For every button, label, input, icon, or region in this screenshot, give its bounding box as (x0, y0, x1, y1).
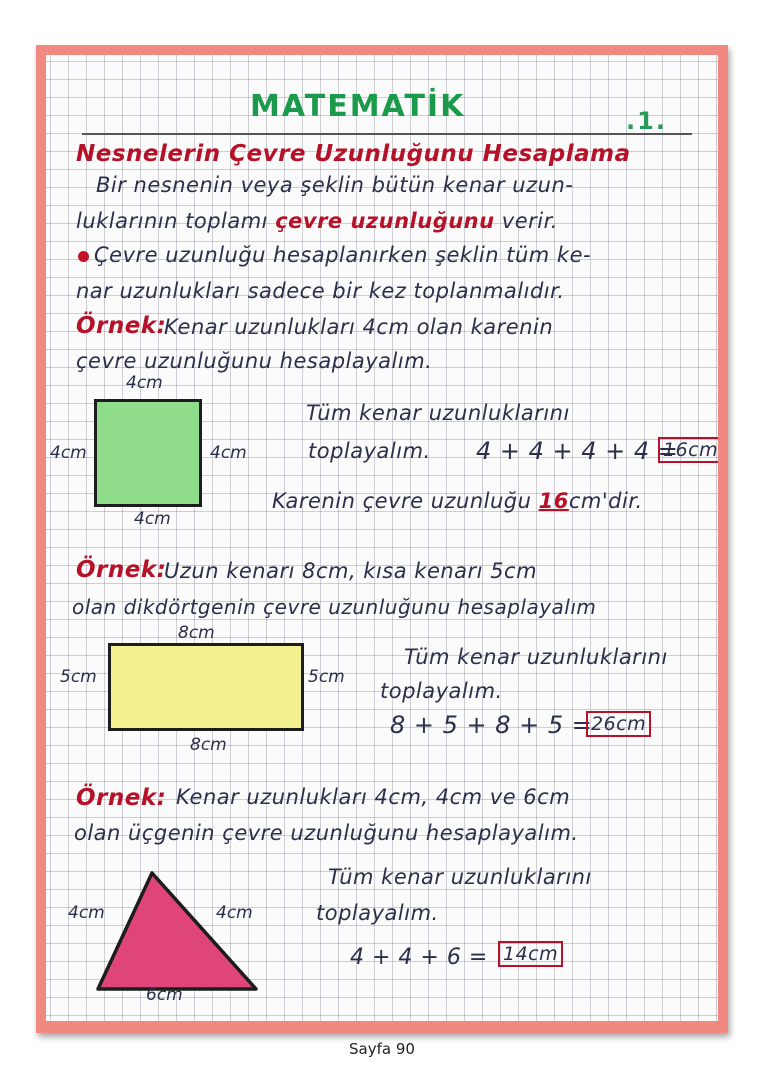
bullet-line-1: Çevre uzunluğu hesaplanırken şeklin tüm ke- (94, 243, 592, 267)
intro-line-2-c: verir. (494, 209, 558, 233)
example-3-step-1: Tüm kenar uzunluklarını (328, 865, 592, 889)
example-3-result: 14cm (498, 941, 563, 967)
page-number: .1. (626, 107, 667, 135)
square-top-label: 4cm (126, 373, 163, 393)
triangle-bottom-label: 6cm (146, 985, 183, 1005)
example-3-label: Örnek: (76, 785, 167, 811)
example-2-text-1: Uzun kenarı 8cm, kısa kenarı 5cm (164, 559, 538, 583)
example-1-label: Örnek: (76, 313, 167, 339)
title-underline (82, 133, 692, 135)
example-2-text-2: olan dikdörtgenin çevre uzunluğunu hesaplayalım (72, 595, 597, 619)
example-1-conclusion-a: Karenin çevre uzunluğu (272, 489, 539, 513)
rectangle-right-label: 5cm (308, 667, 345, 687)
rectangle-shape (108, 643, 304, 731)
bullet-dot (78, 251, 89, 262)
triangle-shape (94, 867, 264, 993)
example-1-conclusion-c: cm'dir. (568, 489, 643, 513)
page-footer: Sayfa 90 (349, 1040, 415, 1058)
intro-line-2-a: luklarının toplamı (76, 209, 276, 233)
example-2-step-1: Tüm kenar uzunluklarını (404, 645, 668, 669)
triangle-right-label: 4cm (216, 903, 253, 923)
example-2-equation: 8 + 5 + 8 + 5 = (390, 711, 593, 739)
example-1-conclusion (272, 489, 643, 513)
rectangle-bottom-label: 8cm (190, 735, 227, 755)
square-bottom-label: 4cm (134, 509, 171, 529)
example-1-step-2: toplayalım. (308, 439, 431, 463)
example-3-step-2: toplayalım. (316, 901, 439, 925)
bullet-line-2: nar uzunlukları sadece bir kez toplanmalıdır. (76, 279, 565, 303)
example-3-equation: 4 + 4 + 6 = (350, 945, 488, 970)
rectangle-left-label: 5cm (60, 667, 97, 687)
example-3-text-1: Kenar uzunlukları 4cm, 4cm ve 6cm (176, 785, 571, 809)
example-3-text-2: olan üçgenin çevre uzunluğunu hesaplayalım. (74, 821, 579, 845)
example-1-text-2: çevre uzunluğunu hesaplayalım. (76, 349, 433, 373)
intro-line-2 (76, 209, 558, 233)
example-2-result: 26cm (586, 711, 651, 737)
rectangle-top-label: 8cm (178, 623, 215, 643)
example-1-result: 16cm (658, 437, 718, 463)
section-heading: Nesnelerin Çevre Uzunluğunu Hesaplama (76, 141, 631, 167)
example-2-step-2: toplayalım. (380, 679, 503, 703)
square-right-label: 4cm (210, 443, 247, 463)
example-2-label: Örnek: (76, 557, 167, 583)
square-left-label: 4cm (50, 443, 87, 463)
example-1-text-1: Kenar uzunlukları 4cm olan karenin (164, 315, 554, 339)
example-1-step-1: Tüm kenar uzunluklarını (306, 401, 570, 425)
intro-keyword: çevre uzunluğunu (275, 209, 495, 233)
page-title: MATEMATİK (250, 89, 466, 124)
example-1-equation: 4 + 4 + 4 + 4 = (476, 437, 679, 465)
square-shape (94, 399, 202, 507)
intro-line-1: Bir nesnenin veya şeklin bütün kenar uzun- (96, 173, 574, 197)
example-1-conclusion-value: 16 (538, 489, 569, 513)
triangle-left-label: 4cm (68, 903, 105, 923)
notebook-page (46, 55, 718, 1021)
